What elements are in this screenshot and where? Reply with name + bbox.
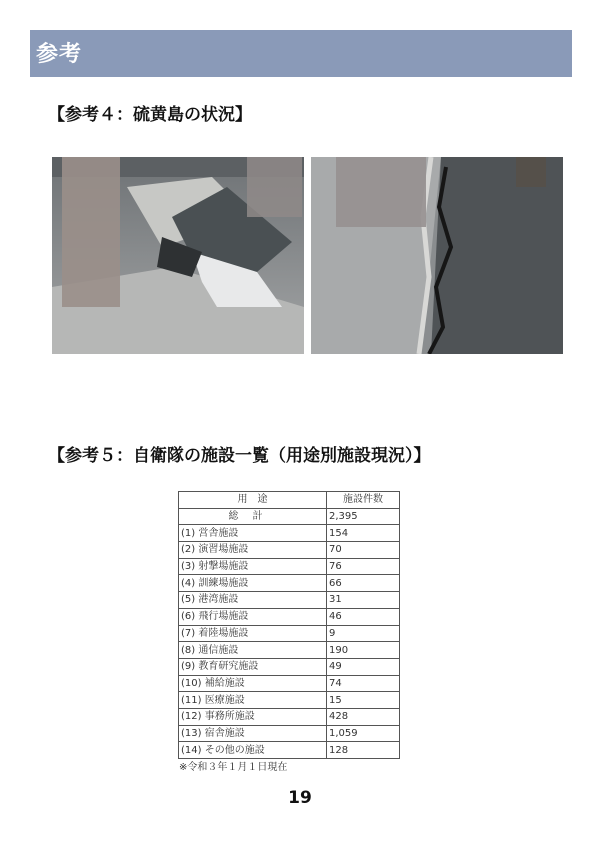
- row-label: (5) 港湾施設: [179, 592, 327, 609]
- row-value: 128: [327, 742, 400, 759]
- row-value: 66: [327, 575, 400, 592]
- row-label: (1) 営舎施設: [179, 525, 327, 542]
- table-row: [179, 692, 400, 709]
- header-band: [30, 30, 572, 77]
- row-label: (3) 射撃場施設: [179, 558, 327, 575]
- table-row: [179, 608, 400, 625]
- row-label: (12) 事務所施設: [179, 708, 327, 725]
- row-label: (7) 着陸場施設: [179, 625, 327, 642]
- row-label: (14) その他の施設: [179, 742, 327, 759]
- table-header-row: [179, 492, 400, 509]
- row-value: 46: [327, 608, 400, 625]
- table-row: [179, 742, 400, 759]
- row-label: (4) 訓練場施設: [179, 575, 327, 592]
- table-row: [179, 642, 400, 659]
- row-label: (6) 飛行場施設: [179, 608, 327, 625]
- row-label: (9) 教育研究施設: [179, 658, 327, 675]
- row-value: 1,059: [327, 725, 400, 742]
- column-header-count: 施設件数: [327, 492, 400, 509]
- facility-table: [178, 491, 400, 759]
- row-value: 190: [327, 642, 400, 659]
- row-label: (13) 宿舎施設: [179, 725, 327, 742]
- table-row: [179, 658, 400, 675]
- section-heading-reference-5: 【参考５：自衛隊の施設一覧（用途別施設現況）】: [48, 446, 431, 466]
- table-note: ※令和３年１月１日現在: [179, 762, 288, 773]
- table-row: [179, 675, 400, 692]
- row-label: (2) 演習場施設: [179, 542, 327, 559]
- row-value: 76: [327, 558, 400, 575]
- row-label: (8) 通信施設: [179, 642, 327, 659]
- row-value: 31: [327, 592, 400, 609]
- pavement-collapse-image: [52, 157, 304, 354]
- page-title: 参考: [36, 42, 83, 67]
- table-row: [179, 542, 400, 559]
- table-row: [179, 525, 400, 542]
- row-value: 9: [327, 625, 400, 642]
- row-value: 49: [327, 658, 400, 675]
- table-row: [179, 558, 400, 575]
- total-label: 総計: [179, 508, 327, 525]
- row-value: 70: [327, 542, 400, 559]
- row-label: (11) 医療施設: [179, 692, 327, 709]
- photo-collapsed-pavement: [52, 157, 304, 354]
- photo-cracked-road: [311, 157, 563, 354]
- row-value: 428: [327, 708, 400, 725]
- column-header-usage: 用 途: [179, 492, 327, 509]
- table-row: [179, 708, 400, 725]
- total-value: 2,395: [327, 508, 400, 525]
- table-row: [179, 725, 400, 742]
- row-label: (10) 補給施設: [179, 675, 327, 692]
- table-row: [179, 575, 400, 592]
- cracked-road-image: [311, 157, 563, 354]
- row-value: 154: [327, 525, 400, 542]
- section-heading-reference-4: 【参考４：硫黄島の状況】: [48, 105, 252, 125]
- row-value: 74: [327, 675, 400, 692]
- page-number: 19: [288, 788, 312, 808]
- table-row: [179, 592, 400, 609]
- table-row: [179, 625, 400, 642]
- row-value: 15: [327, 692, 400, 709]
- table-total-row: [179, 508, 400, 525]
